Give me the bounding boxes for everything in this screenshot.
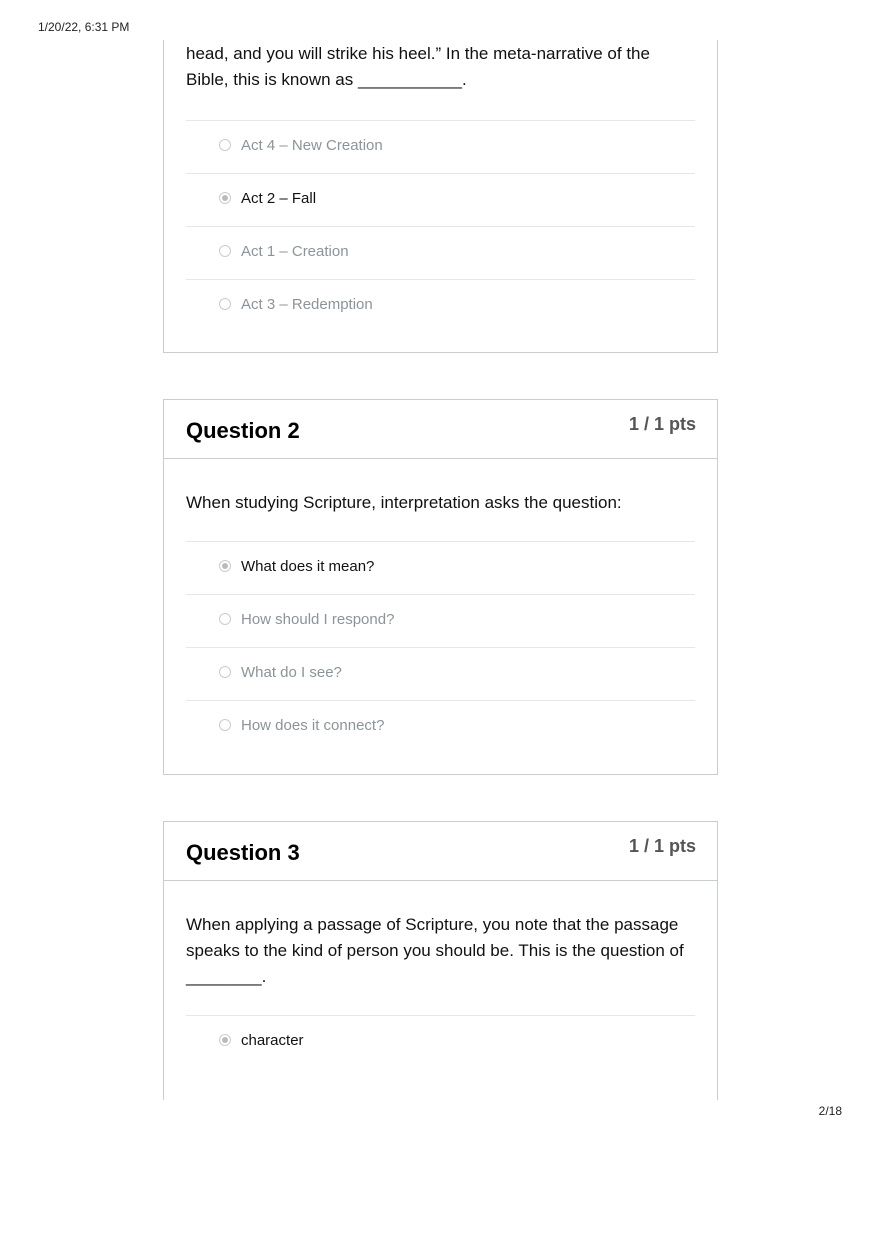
answer-option-selected[interactable] <box>186 1015 695 1068</box>
question-1-text-line: Bible, this is known as ___________. <box>186 70 467 89</box>
question-2-card <box>163 399 718 775</box>
question-1-answers <box>186 120 695 332</box>
answer-option-selected[interactable] <box>186 541 695 594</box>
radio-button[interactable] <box>219 666 231 678</box>
answer-label: How does it connect? <box>241 717 385 734</box>
radio-button-selected[interactable] <box>219 1034 231 1046</box>
answer-label: What do I see? <box>241 664 342 681</box>
answer-label: Act 1 – Creation <box>241 243 349 260</box>
answer-option-selected[interactable] <box>186 173 695 226</box>
radio-button[interactable] <box>219 139 231 151</box>
answer-label: How should I respond? <box>241 611 395 628</box>
question-3-text <box>164 881 717 990</box>
radio-button-selected[interactable] <box>219 560 231 572</box>
question-1-text-line: head, and you will strike his heel.” In the meta-narrative of the <box>186 44 650 63</box>
question-3-answers <box>186 1015 695 1068</box>
question-title: Question 3 <box>186 840 300 865</box>
page-number: 2/18 <box>818 1104 842 1118</box>
question-points: 1 / 1 pts <box>628 836 696 856</box>
question-1-text <box>164 40 717 93</box>
answer-label: character <box>241 1032 304 1049</box>
answer-label: What does it mean? <box>241 558 375 575</box>
answer-label: Act 2 – Fall <box>241 190 317 207</box>
question-3-text-line: speaks to the kind of person you should be. This is the question of <box>186 941 684 960</box>
answer-label: Act 4 – New Creation <box>241 137 383 154</box>
answer-option[interactable] <box>186 700 695 753</box>
radio-button[interactable] <box>219 298 231 310</box>
print-timestamp: 1/20/22, 6:31 PM <box>38 20 130 34</box>
question-3-header <box>164 822 717 881</box>
answer-option[interactable] <box>186 279 695 332</box>
radio-button[interactable] <box>219 245 231 257</box>
question-2-text: When studying Scripture, interpretation asks the question: <box>186 493 622 512</box>
question-2-answers <box>186 541 695 753</box>
question-3-text-line: When applying a passage of Scripture, you note that the passage <box>186 915 679 934</box>
answer-option[interactable] <box>186 226 695 279</box>
question-title: Question 2 <box>186 418 300 443</box>
answer-option[interactable] <box>186 594 695 647</box>
question-1-card <box>163 40 718 353</box>
question-points: 1 / 1 pts <box>628 414 696 434</box>
answer-option[interactable] <box>186 647 695 700</box>
radio-button[interactable] <box>219 613 231 625</box>
radio-button-selected[interactable] <box>219 192 231 204</box>
answer-option[interactable] <box>186 120 695 173</box>
answer-label: Act 3 – Redemption <box>241 296 373 313</box>
question-3-text-line: ________. <box>186 967 267 986</box>
question-2-header <box>164 400 717 459</box>
radio-button[interactable] <box>219 719 231 731</box>
question-3-card <box>163 821 718 1100</box>
